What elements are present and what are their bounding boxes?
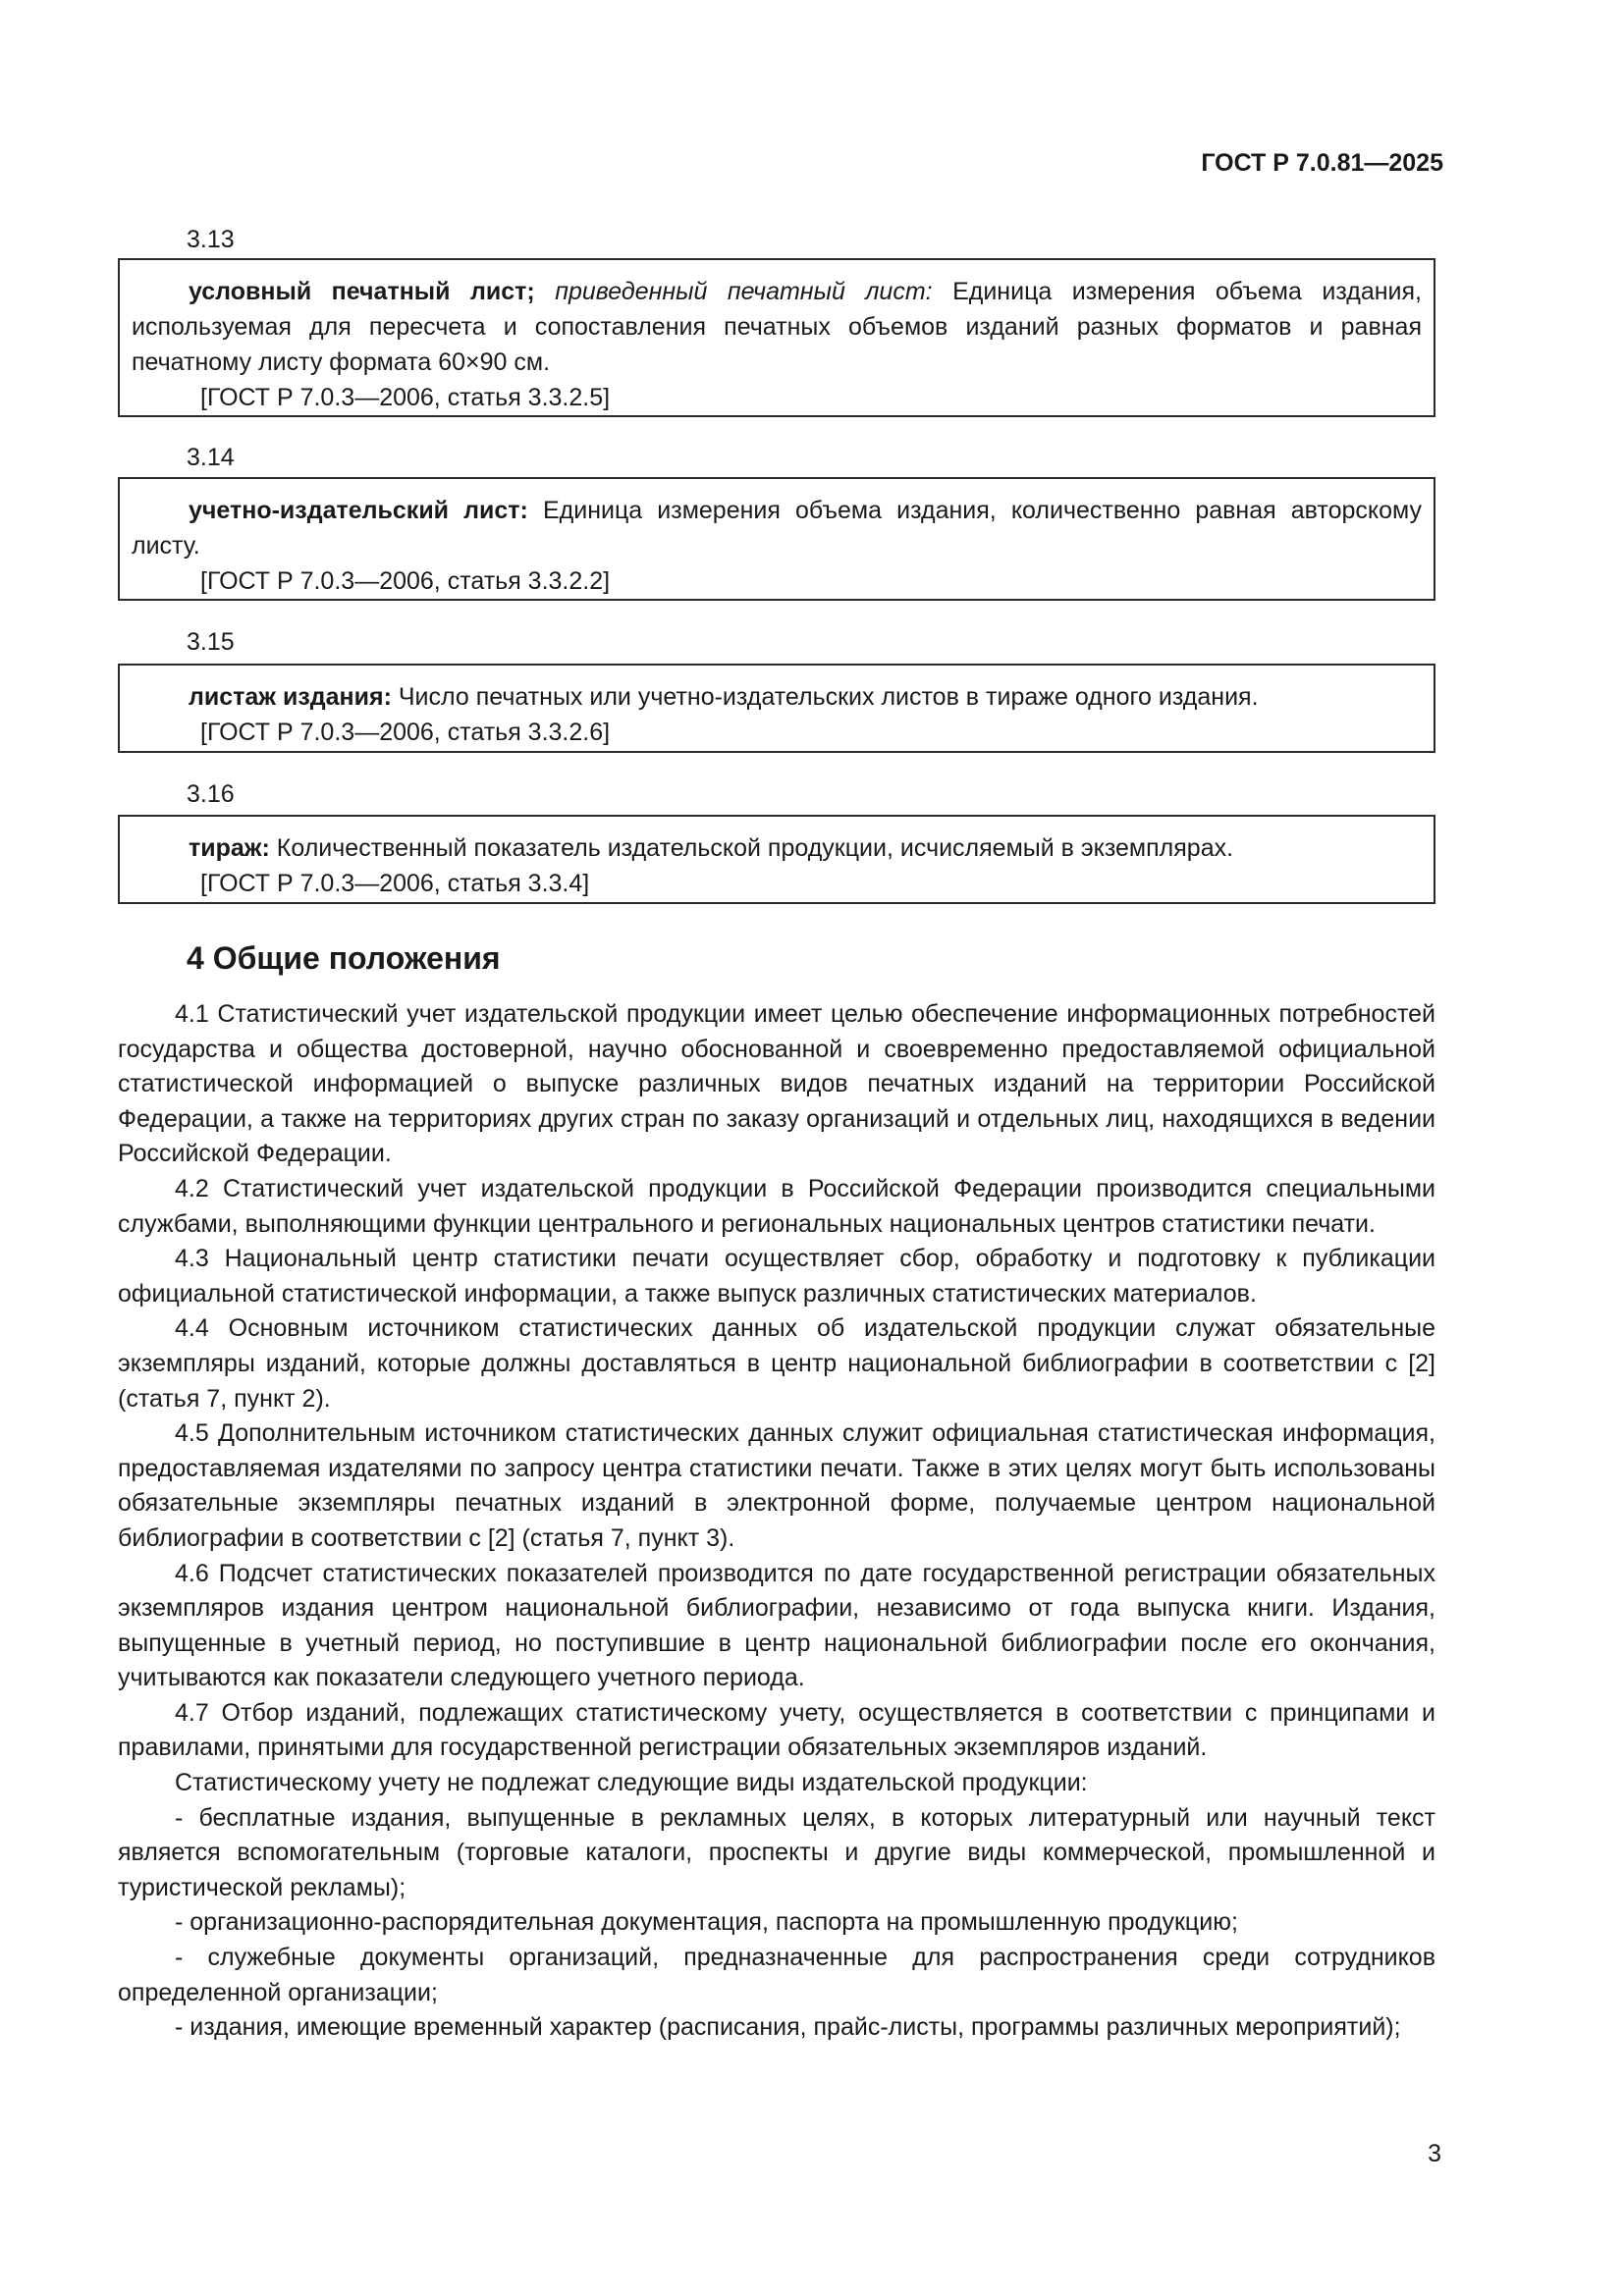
term-text: Число печатных или учетно-издательских листов в тираже одного издания. [398, 683, 1259, 711]
page-number: 3 [1428, 2140, 1441, 2167]
term-definition [132, 679, 1422, 715]
paragraph: 4.1 Статистический учет издательской продукции имеет целью обеспечение информационных потребностей государства и общества достоверной, научно обоснованной и своевременно предоставляемой официальной статистической информацией о выпуске различных видов печатных изданий на территории Российской Федерации, а также на территориях других стран по заказу организаций и отдельных лиц, находящихся в ведении Российской Федерации. [118, 1000, 1435, 1168]
term-text: Количественный показатель издательской продукции, исчисляемый в экземплярах. [276, 834, 1234, 862]
term-definition [132, 830, 1422, 866]
list-item: - организационно-распорядительная документация, паспорта на промышленную продукцию; [175, 1908, 1238, 1937]
doc-code: ГОСТ Р 7.0.81—2025 [1201, 149, 1443, 177]
term-box [118, 815, 1435, 904]
term-number: 3.15 [187, 628, 235, 656]
term-text: Единица измерения объема издания, используемая для пересчета и сопоставления печатных объемов изданий разных форматов и равная печатному листу формата 60×90 см. [132, 278, 1422, 376]
term-definition [132, 274, 1422, 380]
term-box [118, 664, 1435, 753]
paragraph: 4.5 Дополнительным источником статистических данных служит официальная статистическая информация, предоставляемая издателями по запросу центра статистики печати. Также в этих целях могут быть использованы обязательные экземпляры печатных изданий в электронной форме, получаемые центром национальной библиографии в соответствии с [2] (статья 7, пункт 3). [118, 1419, 1435, 1552]
term-number: 3.13 [187, 226, 235, 253]
term-reference: [ГОСТ Р 7.0.3—2006, статья 3.3.2.6] [200, 719, 611, 746]
paragraph: 4.7 Отбор изданий, подлежащих статистическому учету, осуществляется в соответствии с принципами и правилами, принятыми для государственной регистрации обязательных экземпляров изданий. [118, 1698, 1435, 1762]
term-text: Единица измерения объема издания, количественно равная авторскому листу. [132, 497, 1422, 560]
term-definition [132, 493, 1422, 563]
paragraph: 4.6 Подсчет статистических показателей производится по дате государственной регистрации обязательных экземпляров издания центром национальной библиографии, независимо от года выпуска книги. Издания, выпущенные в учетный период, но поступившие в центр национальной библиографии после его окончания, учитываются как показатели следующего учетного периода. [118, 1559, 1435, 1692]
term-reference: [ГОСТ Р 7.0.3—2006, статья 3.3.2.5] [200, 384, 611, 411]
term-reference: [ГОСТ Р 7.0.3—2006, статья 3.3.2.2] [200, 567, 611, 595]
list-item: - служебные документы организаций, предназначенные для распространения среди сотрудников определенной организации; [118, 1944, 1435, 2006]
term-synonym: приведенный печатный лист: [555, 278, 933, 305]
term-box [118, 258, 1435, 417]
list-item: - бесплатные издания, выпущенные в рекламных целях, в которых литературный или научный текст является вспомогательным (торговые каталоги, проспекты и другие виды коммерческой, промышленной и туристической рекламы); [118, 1803, 1435, 1901]
section-title: 4 Общие положения [187, 940, 501, 976]
paragraph: 4.3 Национальный центр статистики печати осуществляет сбор, обработку и подготовку к публикации официальной статистической информации, а также выпуск различных статистических материалов. [118, 1245, 1435, 1308]
paragraph: 4.4 Основным источником статистических данных об издательской продукции служат обязательные экземпляры изданий, которые должны доставляться в центр национальной библиографии в соответствии с [2] (статья 7, пункт 2). [118, 1314, 1435, 1413]
list-item: - издания, имеющие временный характер (расписания, прайс-листы, программы различных мероприятий); [175, 2013, 1401, 2042]
section-body [118, 997, 1435, 2046]
paragraph: Статистическому учету не подлежат следующие виды издательской продукции: [175, 1769, 1088, 1797]
term-number: 3.16 [187, 780, 235, 808]
term-reference: [ГОСТ Р 7.0.3—2006, статья 3.3.4] [200, 870, 590, 897]
term-number: 3.14 [187, 444, 235, 471]
term-name: условный печатный лист; [189, 278, 535, 305]
paragraph: 4.2 Статистический учет издательской продукции в Российской Федерации производится специальными службами, выполняющими функции центрального и региональных национальных центров статистики печати. [118, 1174, 1435, 1238]
term-name: тираж: [189, 834, 270, 862]
term-box [118, 477, 1435, 601]
term-name: листаж издания: [189, 683, 392, 711]
term-name: учетно-издательский лист: [189, 497, 528, 524]
